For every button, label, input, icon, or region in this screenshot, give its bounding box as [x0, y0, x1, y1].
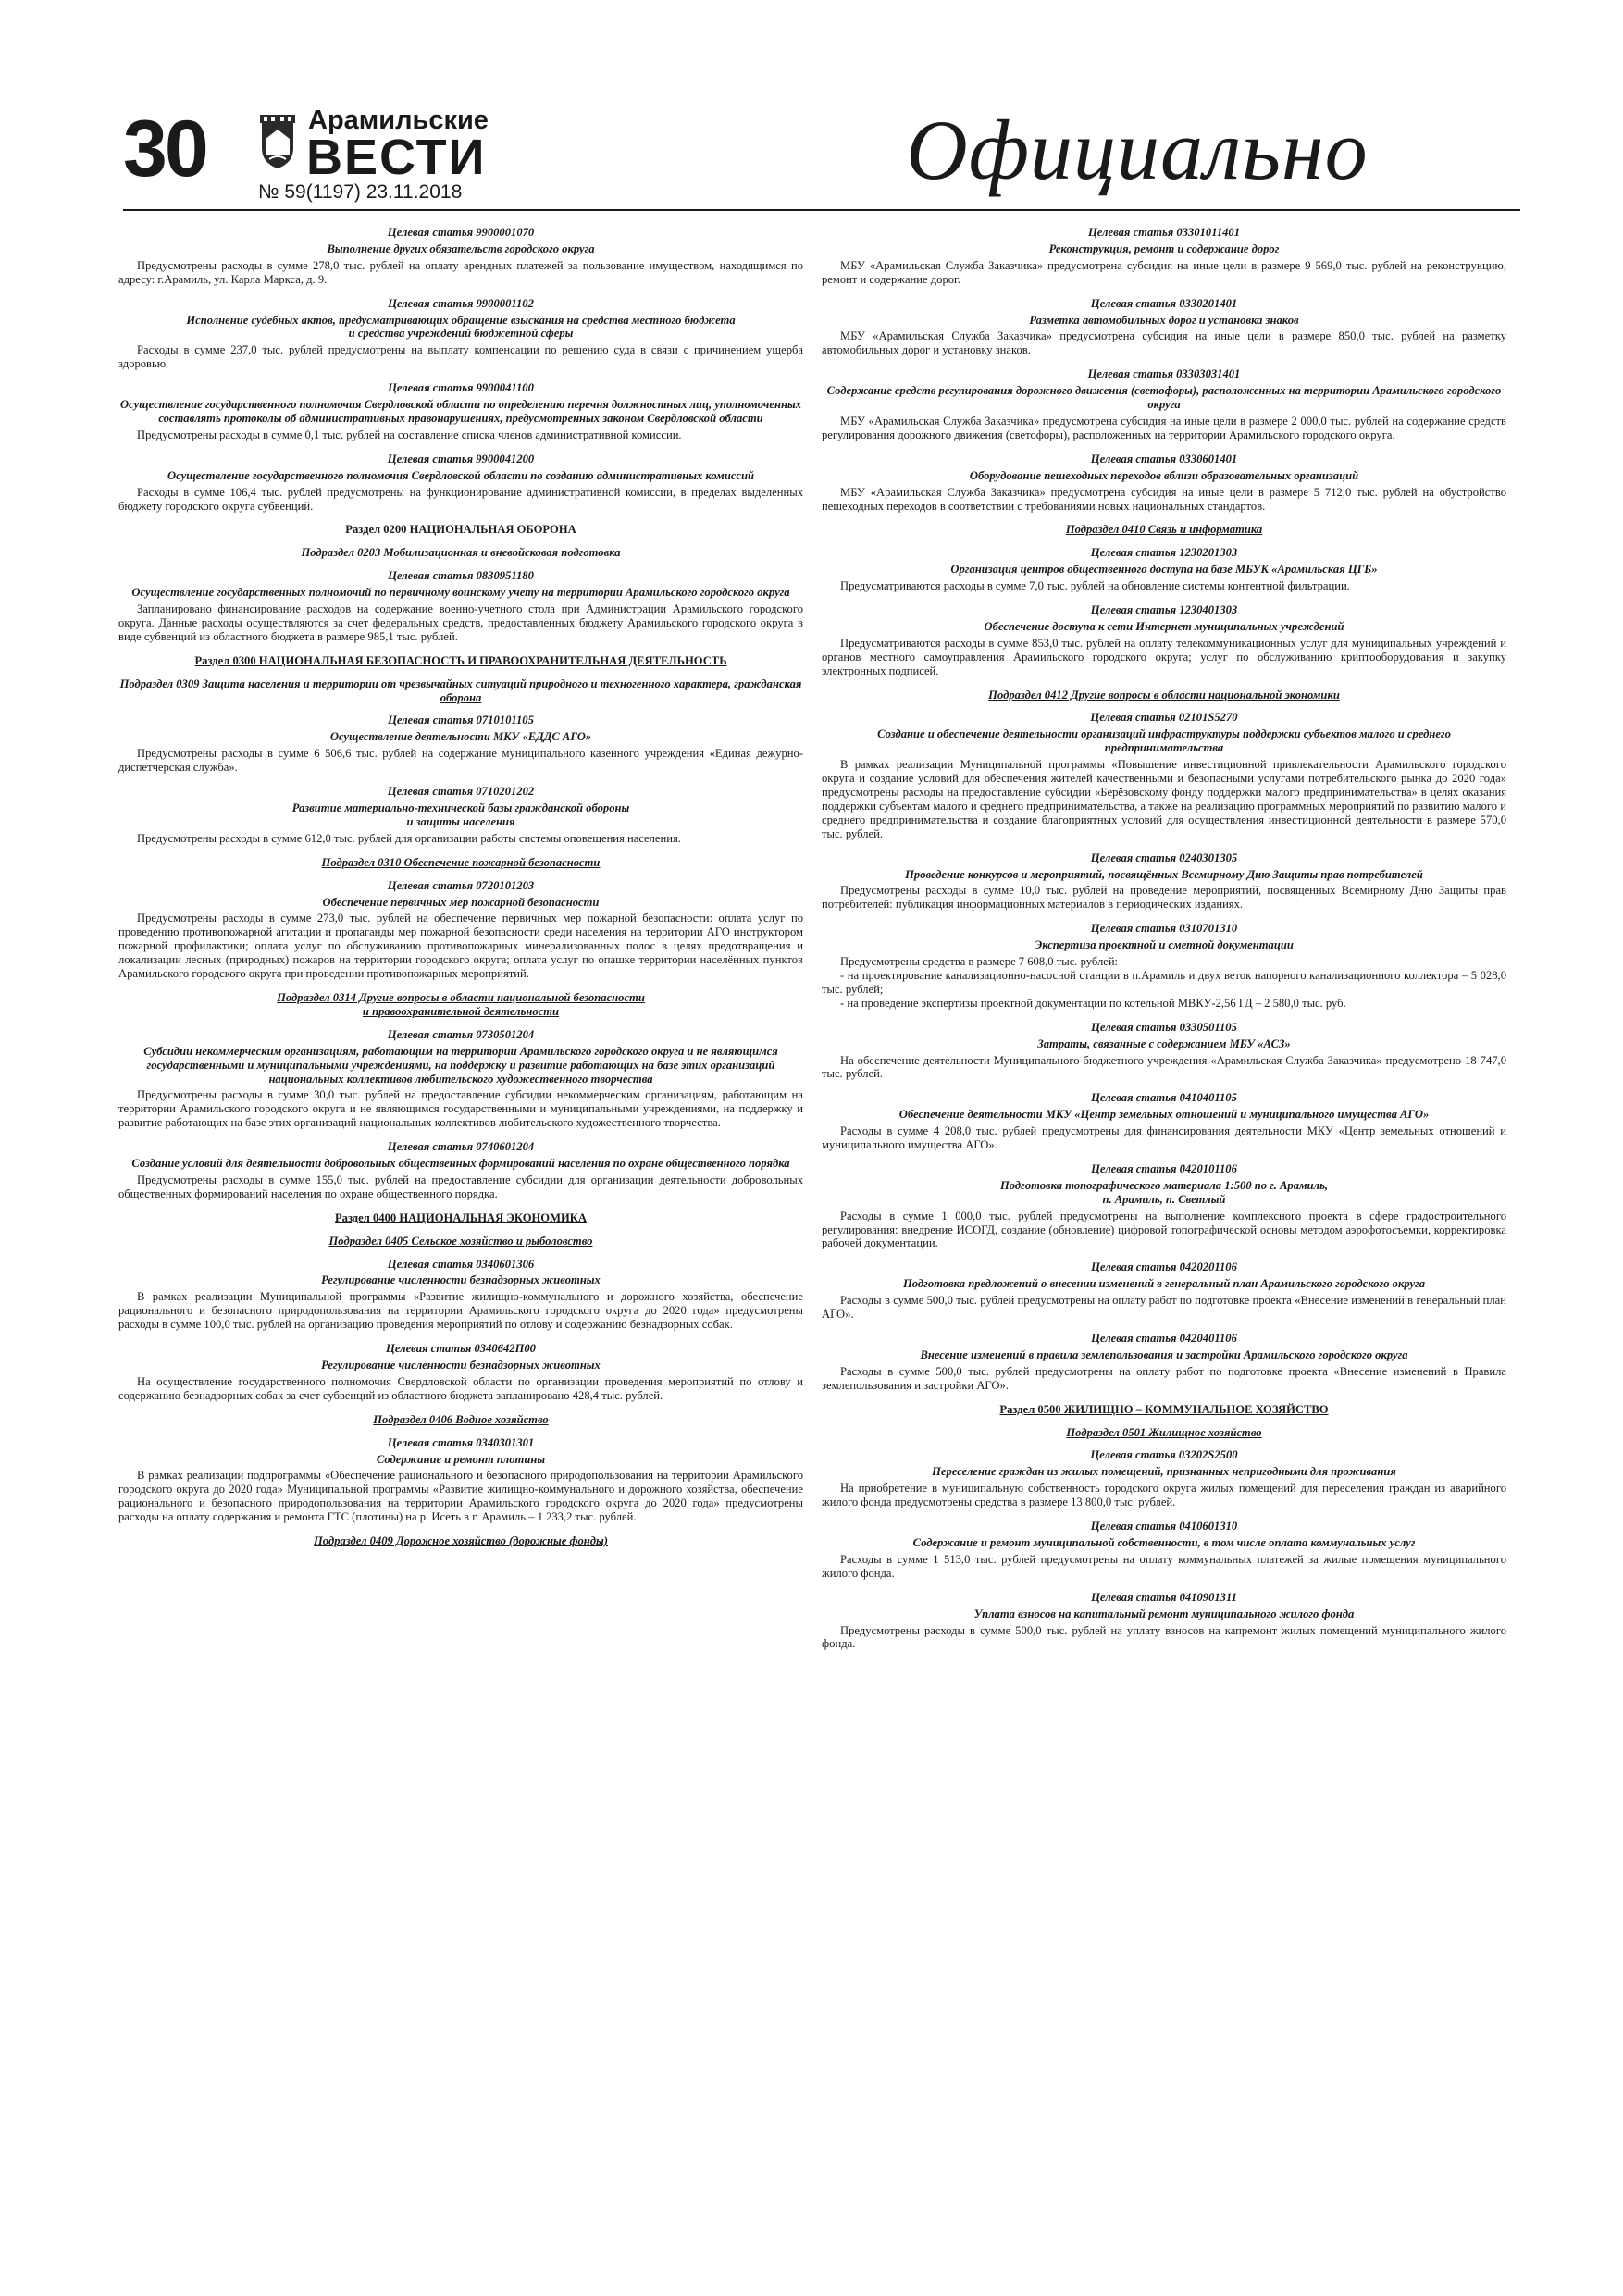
subsection-heading: Подраздел 0409 Дорожное хозяйство (дорожные фонды) — [314, 1534, 608, 1548]
article-text: Расходы в сумме 1 000,0 тыс. рублей предусмотрены на выполнение комплексного проекта в сфере градостроительного регулирования: внедрение ИСОГД, создание (обновление) цифровой топографической основы методом аэрофотосъемки, корректировка рабочей документации. — [822, 1209, 1506, 1250]
article-heading: Целевая статья 03301011401 — [1087, 226, 1241, 239]
article-heading: Целевая статья 0340642П00 — [386, 1342, 536, 1356]
article-heading: Целевая статья 0740601204 — [387, 1140, 535, 1154]
article-title: Внесение изменений в правила землепользования и застройки Арамильского городского округа — [920, 1347, 1408, 1361]
article-heading: Целевая статья 1230201303 — [1090, 546, 1238, 560]
article-heading: Целевая статья 0330501105 — [1091, 1020, 1237, 1034]
article-title: Обеспечение доступа к сети Интернет муниципальных учреждений — [984, 619, 1344, 633]
article-title: Осуществление государственного полномочия Свердловской области по определению перечня должностных лиц, уполномоченных составлять протоколы об административных правонарушениях, предусмотренных законом Свердловской области — [119, 398, 801, 425]
article-text: Предусмотрены расходы в сумме 278,0 тыс. рублей на оплату арендных платежей за пользование имуществом, находящимся по адресу: г.Арамиль, ул. Карла Маркса, д. 9. — [118, 258, 803, 286]
article-title: Затраты, связанные с содержанием МБУ «АСЗ» — [1037, 1036, 1291, 1050]
section-title: Официально — [906, 103, 1369, 197]
article-title: Обеспечение первичных мер пожарной безопасности — [322, 895, 600, 909]
article-title: Осуществление государственных полномочий по первичному воинскому учету на территории Арамильского городского округа — [131, 586, 790, 600]
section-heading: Раздел 0500 ЖИЛИЩНО – КОММУНАЛЬНОЕ ХОЗЯЙСТВО — [999, 1402, 1329, 1416]
article-title: Содержание и ремонт муниципальной собственности, в том числе оплата коммунальных услуг — [912, 1535, 1416, 1549]
brand-subtitle: Арамильские — [308, 105, 489, 135]
subsection-heading: Подраздел 0410 Связь и информатика — [1065, 523, 1263, 537]
article-heading: Целевая статья 03303031401 — [1087, 367, 1241, 381]
article-heading: Целевая статья 0710101105 — [388, 714, 534, 727]
page-number: 30 — [123, 105, 206, 193]
article-text: Расходы в сумме 4 208,0 тыс. рублей предусмотрены для финансирования деятельности МКУ «Центр земельных отношений и муниципального имущества АГО». — [822, 1124, 1506, 1152]
article-heading: Целевая статья 0330201401 — [1090, 296, 1238, 310]
article-heading: Целевая статья 1230401303 — [1090, 603, 1238, 617]
article-title: Оборудование пешеходных переходов вблизи образовательных организаций — [969, 468, 1359, 482]
article-title: Экспертиза проектной и сметной документации — [1035, 938, 1294, 952]
article-text: Расходы в сумме 500,0 тыс. рублей предусмотрены на оплату работ по подготовке проекта «Внесение изменений в Правила землепользования и застройки АГО». — [822, 1364, 1506, 1392]
coat-of-arms-icon — [258, 113, 297, 170]
article-title: Проведение конкурсов и мероприятий, посвящённых Всемирному Дню Защиты прав потребителей — [905, 867, 1423, 881]
article-text: В рамках реализации Муниципальной программы «Развитие жилищно-коммунального и дорожного хозяйства, обеспечение рационального и безопасного природопользования на территории Арамильского городского округа до 2020 года» предусмотрены расходы в сумме 100,0 тыс. рублей на организацию проведения мероприятий по отлову и содержанию безнадзорных собак. — [118, 1290, 803, 1332]
subsection-heading: Подраздел 0412 Другие вопросы в области национальной экономики — [988, 688, 1340, 701]
left-column — [118, 226, 803, 1558]
article-heading: Целевая статья 9900001070 — [387, 226, 535, 239]
article-heading: Целевая статья 9900001102 — [388, 296, 534, 310]
article-heading: Целевая статья 0410401105 — [1091, 1091, 1237, 1105]
article-heading: Целевая статья 0830951180 — [388, 569, 534, 583]
article-text: Предусматриваются расходы в сумме 7,0 тыс. рублей на обновление системы контентной фильтрации. — [840, 579, 1350, 593]
article-title: Регулирование численности безнадзорных животных — [321, 1359, 601, 1371]
article-list-item: - на проектирование канализационно-насосной станции в п.Арамиль и двух веток напорного канализационного коллектора – 5 028,0 тыс. рублей; — [822, 968, 1506, 996]
article-heading: Целевая статья 0330601401 — [1090, 452, 1238, 465]
article-text: Предусмотрены расходы в сумме 10,0 тыс. рублей на проведение мероприятий, посвященных Всемирному Дню Защиты прав потребителей: публикация информационных материалов в периодических изданиях. — [822, 884, 1506, 912]
article-text: Предусматриваются расходы в сумме 853,0 тыс. рублей на оплату телекоммуникационных услуг для муниципальных учреждений и органов местного самоуправления Арамильского городского округа; услуг по обслуживанию криптооборудования и закупку электронных подписей. — [822, 636, 1506, 677]
article-title: Субсидии некоммерческим организациям, работающим на территории Арамильского городского округа и не являющимся государственными и муниципальными учреждениями, на поддержку и развитие работающих на базе этих организаций национальных коллективов любительского художественного творчества — [143, 1044, 778, 1086]
article-title: Создание и обеспечение деятельности организаций инфраструктуры поддержки субъектов малого и среднего предпринимательства — [877, 727, 1451, 755]
section-heading: Раздел 0400 НАЦИОНАЛЬНАЯ ЭКОНОМИКА — [334, 1210, 587, 1224]
subsection-heading: Подраздел 0314 Другие вопросы в области национальной безопасности — [277, 990, 645, 1004]
article-text: Предусмотрены средства в размере 7 608,0 тыс. рублей: — [840, 955, 1119, 969]
article-title: Содержание и ремонт плотины — [376, 1452, 546, 1466]
article-heading: Целевая статья 0340301301 — [387, 1435, 535, 1449]
article-title: п. Арамиль, п. Светлый — [1102, 1192, 1226, 1206]
article-text: В рамках реализации подпрограммы «Обеспечение рационального и безопасного природопользования на территории Арамильского городского округа до 2020 года» Муниципальной программы «Развитие жилищно-коммунального и дорожного хозяйства, обеспечение рационального и безопасного природопользования на территории Арамильского городского округа до 2020 года» предусмотрены расходы на оплату содержания и ремонта ГТС (плотины) на р. Исеть в г. Арамиль – 1 233,2 тыс. рублей. — [118, 1469, 803, 1524]
article-heading: Целевая статья 0410901311 — [1091, 1590, 1237, 1604]
article-text: Предусмотрены расходы в сумме 30,0 тыс. рублей на предоставление субсидии некоммерческим организациям, работающим на территории Арамильского городского округа и не являющимся государственными и муниципальными учреждениями, на поддержку и развитие работающих на базе этих организаций национальных коллективов любительского художественного творчества. — [118, 1088, 803, 1130]
article-text: Предусмотрены расходы в сумме 6 506,6 тыс. рублей на содержание муниципального казенного учреждения «Единая дежурно-диспетчерская служба». — [118, 747, 803, 775]
article-heading: Целевая статья 0420401106 — [1091, 1332, 1237, 1345]
article-title: и защиты населения — [406, 814, 515, 828]
article-text: Расходы в сумме 237,0 тыс. рублей предусмотрены на выплату компенсации по решению суда в связи с причинением ущерба здоровью. — [118, 343, 803, 371]
article-title: Исполнение судебных актов, предусматривающих обращение взыскания на средства местного бюджета — [186, 313, 736, 327]
article-title: Осуществление государственного полномочия Свердловской области по созданию административных комиссий — [167, 468, 755, 482]
article-heading: Целевая статья 0410601310 — [1090, 1520, 1238, 1533]
article-title: и средства учреждений бюджетной сферы — [348, 327, 574, 341]
subsection-heading: Подраздел 0501 Жилищное хозяйство — [1066, 1425, 1262, 1439]
article-heading: Целевая статья 0340601306 — [387, 1257, 535, 1271]
right-column — [822, 226, 1506, 1661]
article-heading: Целевая статья 0710201202 — [387, 785, 535, 799]
article-heading: Целевая статья 0720101203 — [387, 878, 535, 892]
section-heading: Раздел 0200 НАЦИОНАЛЬНАЯ ОБОРОНА — [345, 523, 576, 537]
article-title: Переселение граждан из жилых помещений, признанных непригодными для проживания — [932, 1465, 1396, 1479]
issue-info: № 59(1197) 23.11.2018 — [258, 181, 463, 203]
article-text: Предусмотрены расходы в сумме 0,1 тыс. рублей на составление списка членов административной комиссии. — [137, 428, 682, 441]
article-title: Выполнение других обязательств городского округа — [327, 242, 595, 255]
article-heading: Целевая статья 02101S5270 — [1090, 711, 1238, 725]
article-title: Реконструкция, ремонт и содержание дорог — [1048, 242, 1280, 255]
article-heading: Целевая статья 03202S2500 — [1090, 1448, 1238, 1462]
article-title: Обеспечение деятельности МКУ «Центр земельных отношений и муниципального имущества АГО» — [898, 1108, 1430, 1122]
article-text: Предусмотрены расходы в сумме 155,0 тыс. рублей на предоставление субсидии для организации деятельности добровольных общественных формирований населения по охране общественного порядка. — [118, 1173, 803, 1200]
article-title: Развитие материально-технической базы гражданской обороны — [291, 801, 630, 814]
article-text: На осуществление государственного полномочия Свердловской области по организации проведения мероприятий по отлову и содержанию безнадзорных собак за счет субвенций из областного бюджета запланировано 428,4 тыс. рублей. — [118, 1374, 803, 1402]
subsection-heading: и правоохранительной деятельности — [362, 1004, 560, 1018]
article-heading: Целевая статья 0420101106 — [1091, 1161, 1237, 1175]
subsection-heading: Подраздел 0203 Мобилизационная и вневойсковая подготовка — [301, 546, 621, 560]
article-heading: Целевая статья 0730501204 — [387, 1027, 535, 1041]
article-text: Расходы в сумме 106,4 тыс. рублей предусмотрены на функционирование административной комиссии, в пределах выделенных бюджету городского округа субвенций. — [118, 485, 803, 513]
article-text: Предусмотрены расходы в сумме 612,0 тыс. рублей для организации работы системы оповещения населения. — [137, 831, 681, 845]
article-text: МБУ «Арамильская Служба Заказчика» предусмотрена субсидия на иные цели в размере 2 000,0 тыс. рублей на содержание средств регулирования дорожного движения (светофоры), расположенных на территории Арамильского городского округа. — [822, 414, 1506, 441]
article-text: На приобретение в муниципальную собственность городского округа жилых помещений для переселения граждан из аварийного жилого фонда предусмотрены средства в размере 13 800,0 тыс. рублей. — [822, 1482, 1506, 1509]
article-text: МБУ «Арамильская Служба Заказчика» предусмотрена субсидия на иные цели в размере 850,0 тыс. рублей на разметку автомобильных дорог и установку знаков. — [822, 329, 1506, 357]
article-text: В рамках реализации Муниципальной программы «Повышение инвестиционной привлекательности Арамильского городского округа и создание условий для обеспечения жителей качественными и безопасными услугами потребительского рынка до 2020 года» предусмотрены расходы на предоставление субсидии «Берёзовскому фонду поддержки малого предпринимательства» в целях оказания поддержки субъектам малого и среднего предпринимательства, а также на реализацию программных мероприятий по развитию малого и среднего предпринимательства и создание благоприятных условий для осуществления инвестиционной деятельности в размере 570,0 тыс. рублей. — [822, 758, 1506, 840]
article-text: МБУ «Арамильская Служба Заказчика» предусмотрена субсидия на иные цели в размере 5 712,0 тыс. рублей на обустройство пешеходных переходов в соответствии с требованиями новых национальных стандартов. — [822, 485, 1506, 513]
article-text: Предусмотрены расходы в сумме 273,0 тыс. рублей на обеспечение первичных мер пожарной безопасности: оплата услуг по проведению противопожарной агитации и пропаганды мер пожарной безопасности среди населения на территории АГО инструктором пожарной профилактики; оплата услуг по обслуживанию противопожарных минерализованных полос в целях предотвращения и локализации лесных (природных) пожаров на территории городского округа; оплата услуг по опашке территории населённых пунктов Арамильского городского округа при проведении противопожарных мероприятий. — [118, 912, 803, 981]
article-heading: Целевая статья 0310701310 — [1090, 922, 1238, 936]
article-title: Регулирование численности безнадзорных животных — [321, 1273, 601, 1287]
page-header — [123, 100, 1520, 211]
article-title: Уплата взносов на капитальный ремонт муниципального жилого фонда — [973, 1607, 1355, 1620]
brand-title: ВЕСТИ — [306, 130, 487, 185]
article-heading: Целевая статья 9900041200 — [387, 452, 535, 465]
article-title: Осуществление деятельности МКУ «ЕДДС АГО» — [329, 730, 592, 744]
subsection-heading: Подраздел 0310 Обеспечение пожарной безопасности — [321, 855, 601, 869]
subsection-heading: Подраздел 0406 Водное хозяйство — [373, 1412, 549, 1426]
article-text: Расходы в сумме 1 513,0 тыс. рублей предусмотрены на оплату коммунальных платежей за жилые помещения муниципального жилого фонда. — [822, 1552, 1506, 1580]
article-list-item: - на проведение экспертизы проектной документации по котельной МВКУ-2,56 ГД – 2 580,0 тыс. руб. — [840, 996, 1346, 1010]
article-heading: Целевая статья 0420201106 — [1091, 1260, 1237, 1274]
subsection-heading: Подраздел 0309 Защита населения и территории от чрезвычайных ситуаций природного и техногенного характера, гражданская оборона — [119, 676, 802, 704]
subsection-heading: Подраздел 0405 Сельское хозяйство и рыболовство — [328, 1234, 593, 1247]
article-title: Разметка автомобильных дорог и установка знаков — [1029, 313, 1299, 327]
article-title: Подготовка предложений о внесении изменений в генеральный план Арамильского городского округа — [903, 1277, 1425, 1291]
article-text: Расходы в сумме 500,0 тыс. рублей предусмотрены на оплату работ по подготовке проекта «Внесение изменений в генеральный план АГО». — [822, 1294, 1506, 1322]
section-heading: Раздел 0300 НАЦИОНАЛЬНАЯ БЕЗОПАСНОСТЬ И ПРАВООХРАНИТЕЛЬНАЯ ДЕЯТЕЛЬНОСТЬ — [194, 653, 727, 667]
article-heading: Целевая статья 0240301305 — [1090, 850, 1238, 864]
article-title: Создание условий для деятельности добровольных общественных формирований населения по охране общественного порядка — [131, 1157, 790, 1171]
article-title: Организация центров общественного доступа на базе МБУК «Арамильская ЦГБ» — [950, 563, 1378, 577]
article-text: Предусмотрены расходы в сумме 500,0 тыс. рублей на уплату взносов на капремонт жилых помещений муниципального жилого фонда. — [822, 1623, 1506, 1651]
article-text: На обеспечение деятельности Муниципального бюджетного учреждения «Арамильская Служба Заказчика» предусмотрено 18 747,0 тыс. рублей. — [822, 1053, 1506, 1081]
article-text: Запланировано финансирование расходов на содержание военно-учетного стола при Администрации Арамильского городского округа. Данные расходы осуществляются за счет федеральных средств, предоставленных бюджету Арамильского городского округа в виде субвенций из областного бюджета в размере 985,1 тыс. рублей. — [118, 602, 803, 643]
article-title: Подготовка топографического материала 1:500 по г. Арамиль, — [1000, 1178, 1328, 1192]
article-heading: Целевая статья 9900041100 — [388, 381, 534, 395]
article-title: Содержание средств регулирования дорожного движения (светофоры), расположенных на территории Арамильского городского округа — [826, 384, 1502, 412]
article-text: МБУ «Арамильская Служба Заказчика» предусмотрена субсидия на иные цели в размере 9 569,0 тыс. рублей на реконструкцию, ремонт и содержание дорог. — [822, 258, 1506, 286]
